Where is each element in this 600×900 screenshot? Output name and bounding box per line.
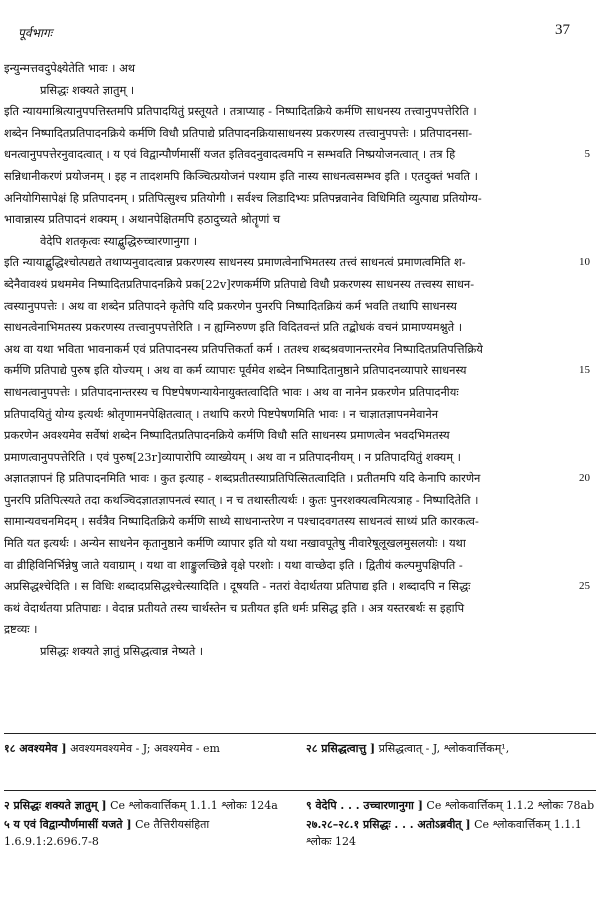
- main-text: [0, 58, 600, 663]
- text-line: [0, 404, 600, 426]
- footnote-separator: [4, 733, 596, 734]
- text-line: [0, 555, 600, 577]
- footnote-lemma: २८ प्रसिद्धत्वात्तु ]: [306, 742, 376, 755]
- line-text: प्रसिद्धः शक्यते ज्ञातुं प्रसिद्धत्वान्न नेष्यते ।: [40, 644, 204, 659]
- page-number: 37: [555, 22, 570, 38]
- line-text: अनियोगिसापेक्षं हि प्रतिपादनम् । प्रतिपित्सुश्च प्रतियोगी । सर्वश्च लिडादिभ्यः प्रतिपन्नवानेव विधिमिति व्युत्पाद्य प्रतियोग्य-: [4, 190, 482, 205]
- text-line: [0, 209, 600, 231]
- footnote-lemma: १८ अवश्यमेव ]: [4, 742, 67, 755]
- text-line: [0, 511, 600, 533]
- text-line: [0, 231, 600, 253]
- text-line: [0, 533, 600, 555]
- text-line: [0, 339, 600, 361]
- line-text: अथ वा यथा भविता भावनाकर्म एवं प्रतिपादनस्य प्रतिपत्तिकर्ता कर्म । ततश्च शब्दश्रवणानन्तरमेव निष्पादितप्रतिपत्तिक्रिये: [4, 341, 483, 356]
- line-text: साधनत्वेनाभिमतस्य प्रकरणस्य तत्त्वानुपपत्तेरिति । न ह्यग्निरुण्ण इति विदितवन्तं प्रति तद्बोधकं वचनं प्रामाण्यमश्नुते ।: [4, 320, 463, 335]
- footnote-entry: [306, 797, 596, 814]
- footnote-reading: Ce श्लोकवार्त्तिकम् 1.1.1 श्लोकः 124: [306, 818, 582, 848]
- text-line: [0, 447, 600, 469]
- line-text: कथं वेदार्थतया प्रतिपाद्यः । वेदान्न प्रतीयते तस्य चार्थस्तेन च प्रतीयत इति धर्मः प्रसिद्ध इति । अत्र यस्तरबर्थः स इहापि: [4, 600, 465, 615]
- line-text: कर्मणि प्रतिपाद्ये पुरुष इति योज्यम् । अथ वा कर्म व्यापारः पूर्वमेव शब्देन निष्पादितानुष्ठाने प्रतिपादनव्यापारे साधनस्य: [4, 363, 467, 378]
- text-line: [0, 382, 600, 404]
- line-text: इति न्यायमाश्रित्यानुपपत्तिस्तमपि प्रतिपादयितुं प्रस्तूयते । तत्राप्याह - निष्पादितक्रिये कर्मणि साधनस्य तत्त्वानुपपत्तेरिति ।: [4, 104, 477, 119]
- footnote-reading: Ce श्लोकवार्त्तिकम् 1.1.1 श्लोकः 124a: [110, 799, 278, 812]
- line-text: अप्रसिद्धश्चेदिति । स विधिः शब्दादप्रसिद्धश्चेत्स्यादिति । दूषयति - नतरां वेदार्थतया प्रतिपाद्य इति । शब्दादपि न सिद्धः: [4, 579, 471, 594]
- text-line: [0, 360, 600, 382]
- line-number: 25: [579, 580, 590, 593]
- text-line: [0, 80, 600, 102]
- footnote-entry: [306, 740, 596, 757]
- footnote-entry: [4, 740, 294, 757]
- line-text: सामान्यवचनमिदम् । सर्वत्रैव निष्पादितक्रिये कर्मणि साध्ये साधनान्तरेण न पश्चादवगतस्य साधनत्वं साध्यं प्रति कारकत्व-: [4, 514, 479, 529]
- text-line: [0, 598, 600, 620]
- running-head: पूर्वभागः: [18, 26, 53, 40]
- line-text: प्रमाणत्वानुपपत्तेरिति । एवं पुरुष[23r]व्यापारोपि व्याख्येयम् । अथ वा न प्रतिपादनीयम् । न प्रतिपादयितुं शक्यम् ।: [4, 449, 461, 464]
- footnote-reading: प्रसिद्धत्वात् - J, श्लोकवार्त्तिकम्¹,: [378, 742, 510, 755]
- text-line: [0, 425, 600, 447]
- text-line: [0, 188, 600, 210]
- text-line: [0, 58, 600, 80]
- text-line: [0, 274, 600, 296]
- line-number: 20: [579, 472, 590, 485]
- text-line: [0, 317, 600, 339]
- text-line: [0, 296, 600, 318]
- footnote-separator: [4, 790, 596, 791]
- text-line: [0, 123, 600, 145]
- text-line: [0, 619, 600, 641]
- line-text: इन्युन्मत्तवदुपेक्ष्येतेति भावः । अथ: [4, 61, 136, 75]
- text-line: [0, 576, 600, 598]
- footnote-entry: [4, 797, 294, 814]
- footnote-lemma: २७.२८–२८.१ प्रसिद्धः . . . अतोऽब्रवीत् ]: [306, 818, 471, 831]
- footnote-lemma: ५ य एवं विद्वान्पौर्णमासीं यजते ]: [4, 818, 132, 831]
- line-text: शब्देन निष्पादितप्रतिपादनक्रिये कर्मणि विधौ प्रतिपाद्ये प्रतिपादनक्रियासाधनस्य प्रकरणस्य तत्त्वानुपपत्तेः । प्रतिपादनसा-: [4, 125, 473, 140]
- line-text: ब्देनैवावश्यं प्रथममेव निष्पादितप्रतिपादनक्रिये प्रक[22v]रणकर्मणि प्रतिपाद्ये विधौ प्रकरणस्य साधनस्य तत्त्वस्य साधन-: [4, 276, 475, 291]
- line-number: 5: [584, 148, 590, 161]
- line-text: द्रष्टव्यः ।: [4, 622, 38, 637]
- apparatus-column-right: [306, 740, 596, 759]
- sources-column-left: [4, 797, 294, 852]
- line-text: वेदेपि शतकृत्वः स्याद्बुद्धिरुच्चारणानुगा ।: [40, 233, 198, 248]
- line-text: मिति यत इत्यर्थः । अन्येन साधनेन कृतानुष्ठाने कर्मणि व्यापार इति यो यथा नखावपूतेषु नीवारेषूलूखलमुसलयोः । यथा: [4, 536, 466, 551]
- line-text: धनत्वानुपपत्तेरनुवादत्वात् । य एवं विद्वान्पौर्णमासीं यजत इतिवदनुवादत्वमपि न सम्भवति निष्प्रयोजनत्वात् । तत्र हि: [4, 147, 456, 162]
- line-text: वा व्रीहिविनिर्भिन्नेषु जाते यवाग्राम् । यथा वा शाङ्कुलच्छिन्ने वृक्षे परशोः । यथा वाच्छेदा इति । द्वितीयं कल्पमुपक्षिपति -: [4, 557, 463, 572]
- line-text: प्रतिपादयितुं योग्य इत्यर्थः श्रोतृणामनपेक्षितत्वात् । तथापि करणे पिष्टपेषणमिति भावः । न चाज्ञातज्ञापनमेवानेन: [4, 406, 439, 421]
- text-line: [0, 166, 600, 188]
- apparatus-column-left: [4, 740, 294, 759]
- line-number: 10: [579, 256, 590, 269]
- footnote-reading: Ce तैत्तिरीयसंहिता 1.6.9.1:2.696.7-8: [4, 818, 210, 848]
- line-number: 15: [579, 364, 590, 377]
- footnote-reading: Ce श्लोकवार्त्तिकम् 1.1.2 श्लोकः 78ab: [426, 799, 595, 812]
- line-text: भावान्नास्य प्रतिपादनं शक्यम् । अथानपेक्षितमपि हठादुच्यते श्रोतॄणां च: [4, 212, 281, 227]
- line-text: अज्ञातज्ञापनं हि प्रतिपादनमिति भावः । कुत इत्याह - शब्दप्रतीतस्याप्रतिपित्सितत्वादिति । प्रतीतमपि यदि केनापि कारणेन: [4, 471, 481, 486]
- line-text: पुनरपि प्रतिपित्स्यते तदा कथञ्चिदज्ञातज्ञापनत्वं स्यात् । न च तथास्तीत्यर्थः । कुतः पुनरशक्यत्वमित्यत्राह - निष्पादितेति ।: [4, 492, 479, 507]
- line-text: प्रसिद्धः शक्यते ज्ञातुम् ।: [40, 82, 135, 97]
- line-text: त्वस्यानुपपत्तेः । अथ वा शब्देन प्रतिपादने कृतेपि यदि प्रकरणेन पुनरपि निष्पादितक्रियं कर्म भवति तथापि साधनस्य: [4, 298, 457, 313]
- footnote-entry: [306, 816, 596, 850]
- line-text: प्रकरणेन अवश्यमेव सर्वेषां शब्देन निष्पादितप्रतिपादनक्रिये कर्मणि विधौ सति साधनस्य प्रमाणत्वेन भवदभिमतस्य: [4, 428, 450, 443]
- sources-column-right: [306, 797, 596, 852]
- footnote-entry: [4, 816, 294, 850]
- line-text: इति न्यायाद्बुद्धिश्चोत्पद्यते तथाप्यनुवादत्वान्न प्रकरणस्य साधनस्य प्रमाणत्वेनाभिमतस्य तत्त्वं साधनत्वं प्रमाणत्वमिति श-: [4, 255, 466, 270]
- footnote-lemma: २ प्रसिद्धः शक्यते ज्ञातुम् ]: [4, 799, 107, 812]
- line-text: सन्निधानीकरणं प्रयोजनम् । इह न तादशमपि किञ्चित्प्रयोजनं पश्याम इति नास्य साधनत्वसम्भव इति । एतदुक्तं भवति ।: [4, 168, 478, 183]
- line-text: साधनत्वानुपपत्तेः । प्रतिपादनान्तरस्य च पिष्टपेषणन्यायेनायुक्तत्वादिति भावः । अथ वा नानेन प्रकरणेन प्रतिपादनीयः: [4, 384, 459, 399]
- text-line: [0, 252, 600, 274]
- text-line: [0, 144, 600, 166]
- footnote-lemma: ९ वेदेपि . . . उच्चारणानुगा ]: [306, 799, 423, 812]
- text-line: [0, 490, 600, 512]
- text-line: [0, 101, 600, 123]
- footnote-reading: अवश्यमवश्यमेव - J; अवश्यमेव - em: [70, 742, 220, 755]
- text-line: [0, 468, 600, 490]
- text-line: [0, 641, 600, 663]
